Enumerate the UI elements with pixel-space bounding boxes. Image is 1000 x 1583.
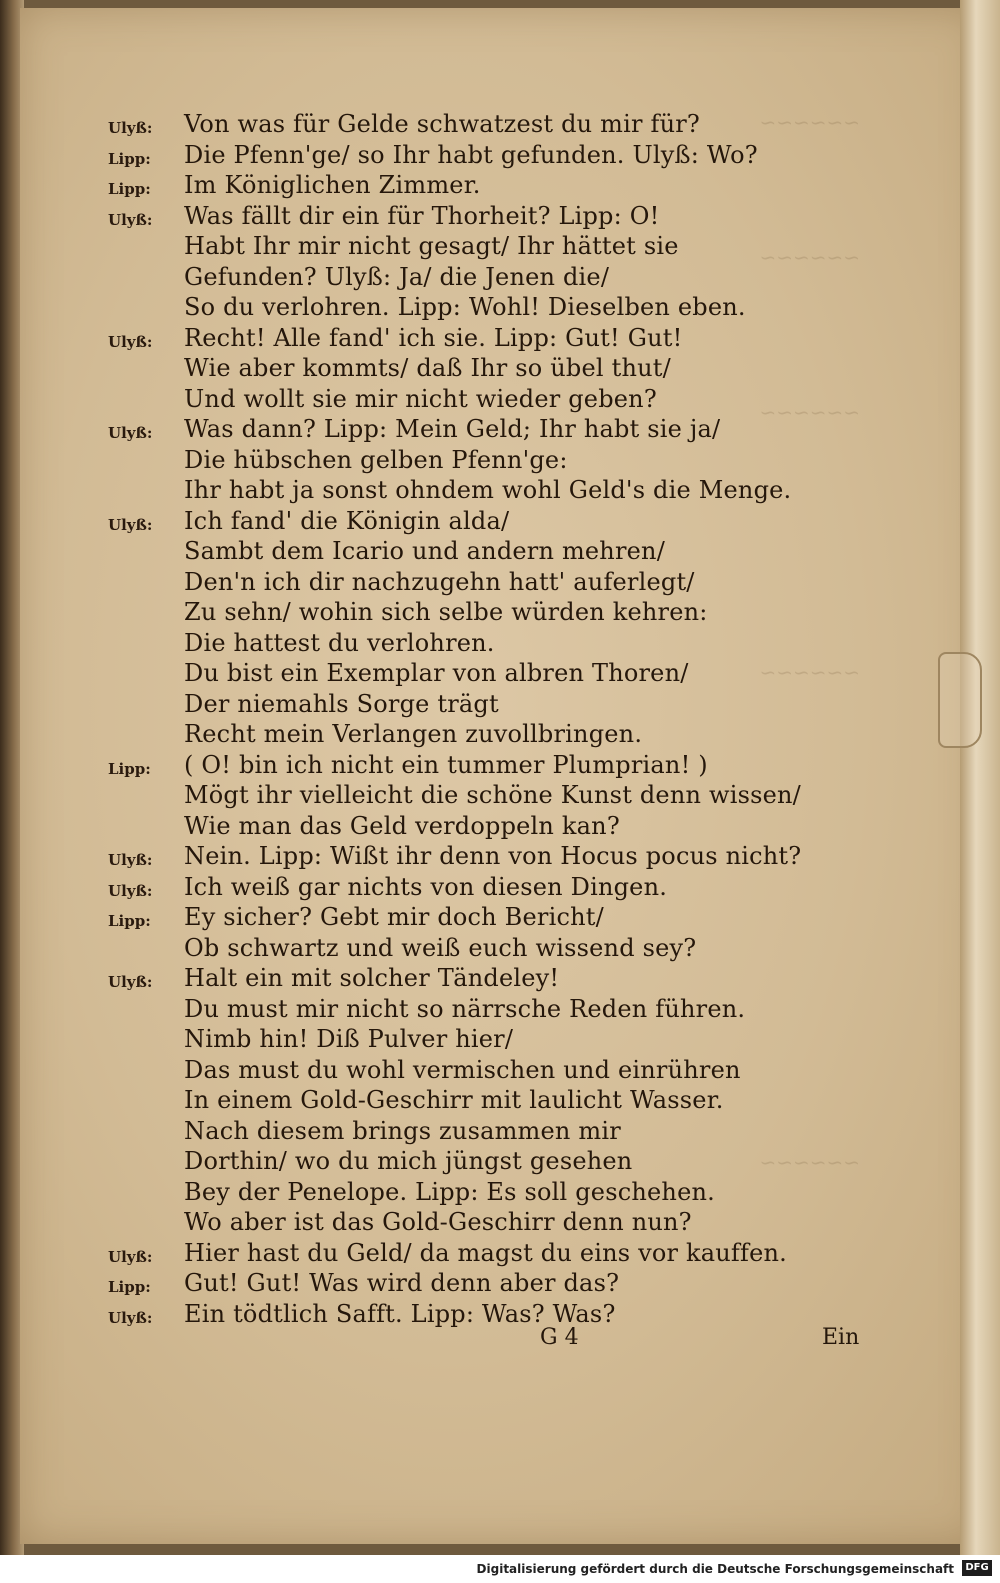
dialogue-line <box>100 1025 800 1057</box>
verse-text: Du bist ein Exemplar von albren Thoren/ <box>184 659 689 687</box>
verse-text: Die hattest du verlohren. <box>184 628 495 657</box>
speaker-label: Lipp: <box>108 149 151 168</box>
verse-text: Recht mein Verlangen zuvollbringen. <box>184 720 643 748</box>
dialogue-line <box>100 934 800 966</box>
verse-text: Was dann? Lipp: Mein Geld; Ihr habt sie ja/ <box>184 415 721 443</box>
dialogue-line <box>100 110 800 142</box>
speaker-label: Ulyß: <box>108 424 153 442</box>
verse-text: Im Königlichen Zimmer. <box>184 171 481 199</box>
dialogue-line <box>100 751 800 783</box>
bleed-through-text: ~~~~~~ <box>759 110 860 134</box>
verse-text: Von was für Gelde schwatzest du mir für? <box>184 110 700 138</box>
speaker-label: Ulyß: <box>108 210 153 229</box>
bleed-through-text: ~~~~~~ <box>759 245 860 269</box>
verse-text: Nimb hin! Diß Pulver hier/ <box>184 1025 514 1053</box>
dialogue-line <box>100 1239 800 1271</box>
dfg-logo: DFG <box>962 1560 992 1576</box>
verse-text: Dorthin/ wo du mich jüngst gesehen <box>184 1147 633 1175</box>
speaker-label: Ulyß: <box>108 119 153 137</box>
verse-text: Halt ein mit solcher Tändeley! <box>184 964 560 992</box>
dialogue-line <box>100 690 800 722</box>
dialogue-line <box>100 476 800 508</box>
verse-text: Sambt dem Icario und andern mehren/ <box>184 537 665 565</box>
verse-text: Die Pfenn'ge/ so Ihr habt gefunden. Ulyß: Wo? <box>184 140 758 169</box>
speaker-label: Ulyß: <box>108 881 153 900</box>
dialogue-line <box>100 1086 800 1118</box>
speaker-label: Lipp: <box>108 759 151 778</box>
verse-text: In einem Gold-Geschirr mit laulicht Wasser. <box>184 1086 724 1114</box>
verse-text: Ob schwartz und weiß euch wissend sey? <box>184 933 697 962</box>
catchword: Ein <box>822 1325 860 1350</box>
footer-credit: Digitalisierung gefördert durch die Deutsche Forschungsgemeinschaft <box>476 1562 954 1576</box>
dialogue-line <box>100 629 800 661</box>
verse-text: Mögt ihr vielleicht die schöne Kunst denn wissen/ <box>184 781 801 809</box>
verse-text: Ihr habt ja sonst ohndem wohl Geld's die Menge. <box>184 476 792 504</box>
dialogue-line <box>100 812 800 844</box>
dialogue-line <box>100 324 800 356</box>
speaker-label: Ulyß: <box>108 332 153 351</box>
dialogue-line <box>100 659 800 691</box>
dialogue-line <box>100 232 800 264</box>
verse-text: Ein tödtlich Safft. Lipp: Was? Was? <box>184 1299 616 1328</box>
signature-mark: G 4 <box>540 1325 579 1350</box>
speaker-label: Lipp: <box>108 912 151 930</box>
dialogue-line <box>100 720 800 752</box>
dialogue-line <box>100 903 800 935</box>
dialogue-line <box>100 293 800 325</box>
dialogue-line <box>100 781 800 813</box>
verse-text: Und wollt sie mir nicht wieder geben? <box>184 384 657 413</box>
dialogue-line <box>100 263 800 295</box>
dialogue-line <box>100 1178 800 1210</box>
dialogue-line <box>100 537 800 569</box>
verse-text: Nein. Lipp: Wißt ihr denn von Hocus pocus nicht? <box>184 842 802 870</box>
speaker-label: Ulyß: <box>108 973 153 991</box>
verse-text: Das must du wohl vermischen und einrühren <box>184 1055 741 1084</box>
speaker-label: Ulyß: <box>108 515 153 534</box>
dialogue-line <box>100 1117 800 1149</box>
dialogue-line <box>100 995 800 1027</box>
dialogue-line <box>100 171 800 203</box>
verse-text: Die hübschen gelben Pfenn'ge: <box>184 445 568 474</box>
verse-text: Wie man das Geld verdoppeln kan? <box>184 811 620 840</box>
dialogue-line <box>100 842 800 874</box>
verse-text: Du must mir nicht so närrsche Reden führen. <box>184 994 746 1023</box>
bleed-through-text: ~~~~~~ <box>759 660 860 684</box>
verse-text: Ich weiß gar nichts von diesen Dingen. <box>184 872 668 901</box>
bleed-through-text: ~~~~~~ <box>759 400 860 424</box>
dialogue-line <box>100 1056 800 1088</box>
digitization-footer <box>0 1555 1000 1583</box>
dialogue-line <box>100 1147 800 1179</box>
dialogue-line <box>100 202 800 234</box>
verse-text: Den'n ich dir nachzugehn hatt' auferlegt/ <box>184 567 695 596</box>
dialogue-line <box>100 964 800 996</box>
verse-text: ( O! bin ich nicht ein tummer Plumprian! ) <box>184 750 708 779</box>
dialogue-line <box>100 1269 800 1301</box>
verse-text: Was fällt dir ein für Thorheit? Lipp: O! <box>184 201 660 230</box>
verse-text: Nach diesem brings zusammen mir <box>184 1116 621 1145</box>
verse-text: Wie aber kommts/ daß Ihr so übel thut/ <box>184 354 671 382</box>
dialogue-line <box>100 873 800 905</box>
bleed-through-text: ~~~~~~ <box>759 1150 860 1174</box>
speaker-label: Lipp: <box>108 1278 151 1296</box>
dialogue-line <box>100 507 800 539</box>
verse-text: So du verlohren. Lipp: Wohl! Dieselben eben. <box>184 293 746 321</box>
verse-text: Gefunden? Ulyß: Ja/ die Jenen die/ <box>184 262 610 291</box>
dialogue-line <box>100 598 800 630</box>
dialogue-line <box>100 1208 800 1240</box>
speaker-label: Ulyß: <box>108 1308 153 1327</box>
verse-text: Wo aber ist das Gold-Geschirr denn nun? <box>184 1208 692 1236</box>
dialogue-line <box>100 354 800 386</box>
verse-text: Ey sicher? Gebt mir doch Bericht/ <box>184 903 604 931</box>
speaker-label: Ulyß: <box>108 1247 153 1266</box>
dialogue-line <box>100 446 800 478</box>
verse-text: Ich fand' die Königin alda/ <box>184 506 510 535</box>
verse-text: Recht! Alle fand' ich sie. Lipp: Gut! Gut! <box>184 323 683 352</box>
speaker-label: Lipp: <box>108 180 151 198</box>
dialogue-line <box>100 1300 800 1332</box>
verse-text: Gut! Gut! Was wird denn aber das? <box>184 1269 620 1297</box>
verse-text: Hier hast du Geld/ da magst du eins vor kauffen. <box>184 1238 787 1267</box>
dialogue-line <box>100 415 800 447</box>
verse-text: Der niemahls Sorge trägt <box>184 689 499 718</box>
dialogue-line <box>100 385 800 417</box>
dialogue-line <box>100 141 800 173</box>
verse-text: Zu sehn/ wohin sich selbe würden kehren: <box>184 598 708 626</box>
verse-text: Habt Ihr mir nicht gesagt/ Ihr hättet sie <box>184 232 679 260</box>
speaker-label: Ulyß: <box>108 851 153 869</box>
verse-text: Bey der Penelope. Lipp: Es soll geschehen. <box>184 1177 715 1206</box>
dialogue-line <box>100 568 800 600</box>
